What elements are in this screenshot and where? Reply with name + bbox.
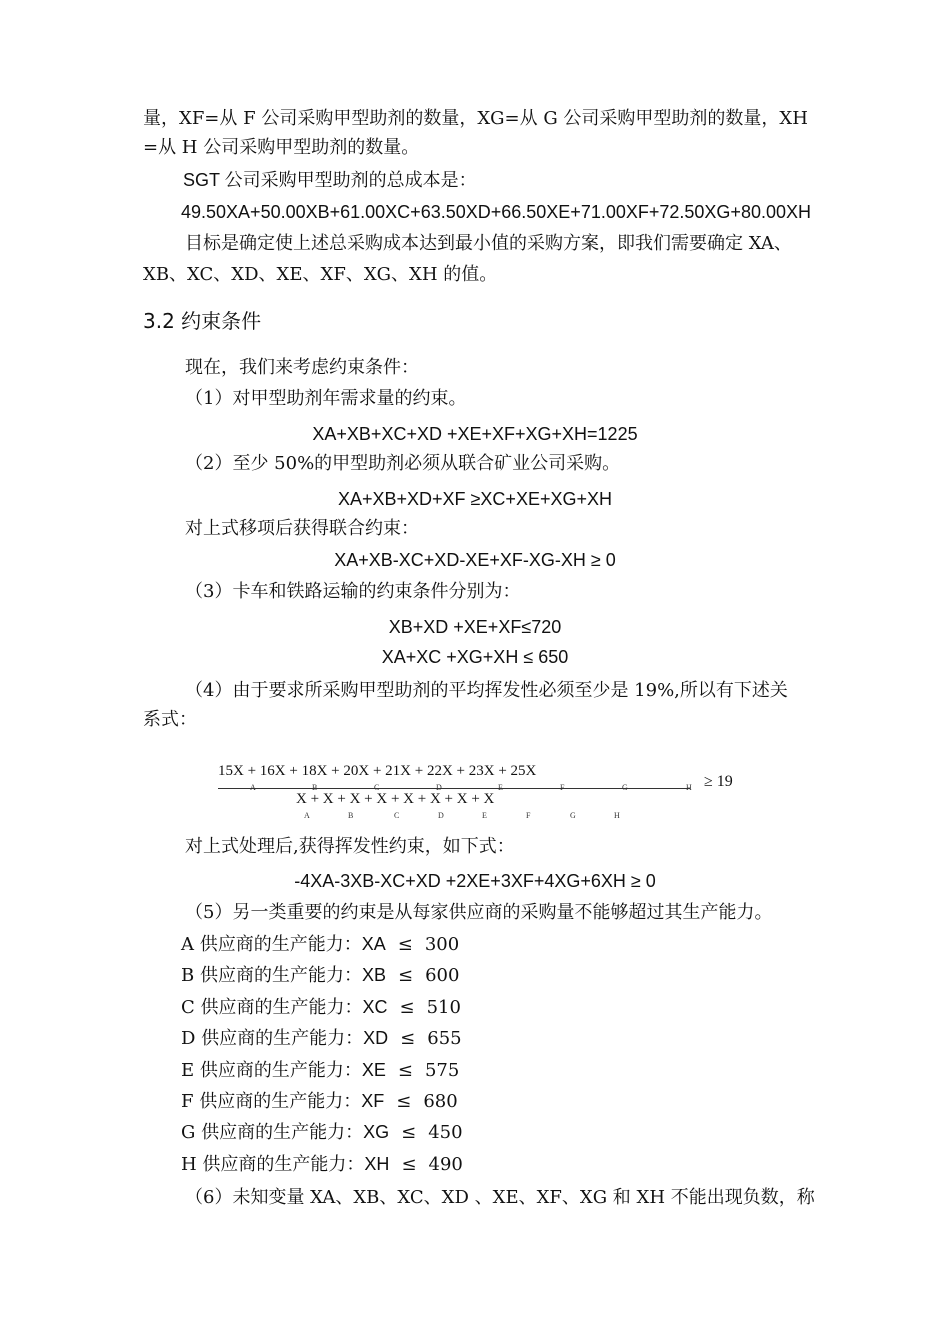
numerator-subscript: G [622,783,628,792]
capacity-operator: ≤ [400,1028,416,1050]
capacity-value: 600 [425,965,460,987]
capacity-label: D 供应商的生产能力： [181,1028,364,1050]
capacity-operator: ≤ [396,1091,412,1112]
capacity-variable: XF [361,1091,385,1111]
capacity-variable: XG [363,1122,390,1143]
capacity-operator: ≤ [399,996,415,1018]
paragraph-line: 现在，我们来考虑约束条件： [185,357,419,378]
capacity-label: E 供应商的生产能力： [181,1059,362,1081]
capacity-value: 490 [428,1153,463,1175]
capacity-value: 450 [428,1122,463,1144]
numerator-subscript: B [312,783,318,792]
numerator-subscript: A [250,783,256,792]
capacity-operator: ≤ [397,934,413,955]
capacity-label: C 供应商的生产能力： [181,996,363,1018]
capacity-operator: ≤ [397,1059,413,1081]
denominator-subscript: F [526,811,531,820]
equation-volatility: -4XA-3XB-XC+XD +2XE+3XF+4XG+6XH ≥ 0 [294,871,656,891]
paragraph-line: =从 H 公司采购甲型助剂的数量。 [143,137,420,158]
equation-truck: XB+XD +XE+XF≤720 [388,617,562,637]
capacity-label: F 供应商的生产能力： [181,1091,362,1112]
capacity-variable: XB [361,965,386,986]
paragraph-line: （4）由于要求所采购甲型助剂的平均挥发性必须至少是 19%,所以有下述关 [185,680,788,701]
fraction-denominator: X + X + X + X + X + X + X + X [296,791,495,807]
fraction-bar [218,788,690,789]
capacity-row [181,1056,459,1085]
capacity-row [181,1024,462,1053]
section-heading: 3.2 约束条件 [143,309,262,333]
denominator-subscript: C [394,811,400,820]
denominator-subscript: G [570,811,576,820]
cost-formula: 49.50XA+50.00XB+61.00XC+63.50XD+66.50XE+71.00XF+72.50XG+80.00XH [181,202,811,222]
numerator-subscript: H [686,783,692,792]
paragraph-line: （1）对甲型助剂年需求量的约束。 [185,388,467,409]
capacity-label: H 供应商的生产能力： [181,1153,365,1175]
paragraph-line: 量，XF=从 F 公司采购甲型助剂的数量，XG=从 G 公司采购甲型助剂的数量，XH [143,108,808,129]
paragraph-line: （6）未知变量 XA、XB、XC、XD 、XE、XF、XG 和 XH 不能出现负数，称 [185,1187,815,1208]
capacity-variable: XC [362,996,388,1017]
capacity-row [181,993,461,1022]
numerator-subscript: F [560,783,565,792]
paragraph-line: （2）至少 50%的甲型助剂必须从联合矿业公司采购。 [185,453,621,474]
numerator-subscript: E [498,783,503,792]
capacity-label: B 供应商的生产能力： [181,965,362,987]
paragraph-line: SGT 公司采购甲型助剂的总成本是： [183,170,477,190]
paragraph-line: XB、XC、XD、XE、XF、XG、XH 的值。 [143,264,498,285]
capacity-value: 510 [426,996,461,1018]
capacity-variable: XE [361,1059,386,1080]
capacity-operator: ≤ [401,1153,417,1175]
paragraph-line: 系式： [143,709,197,730]
capacity-label: A 供应商的生产能力： [181,934,362,955]
capacity-value: 575 [424,1059,460,1081]
equation-union-moved: XA+XB-XC+XD-XE+XF-XG-XH ≥ 0 [334,550,616,570]
denominator-subscript: E [482,811,487,820]
capacity-operator: ≤ [401,1122,417,1144]
denominator-subscript: H [614,811,620,820]
capacity-row [181,1087,458,1116]
capacity-value: 300 [424,934,460,955]
equation-union: XA+XB+XD+XF ≥XC+XE+XG+XH [337,489,612,509]
capacity-variable: XH [364,1153,390,1174]
equation-rail: XA+XC +XG+XH ≤ 650 [381,647,569,667]
capacity-row [181,1150,463,1179]
denominator-subscript: B [348,811,354,820]
capacity-label: G 供应商的生产能力： [181,1122,364,1144]
paragraph-line: 对上式移项后获得联合约束： [185,518,419,539]
paragraph-line: （5）另一类重要的约束是从每家供应商的采购量不能够超过其生产能力。 [185,902,773,923]
denominator-subscript: D [438,811,444,820]
denominator-subscript: A [304,811,310,820]
capacity-value: 655 [427,1028,462,1050]
fraction-numerator: 15X + 16X + 18X + 20X + 21X + 22X + 23X + 25X [218,763,537,779]
capacity-operator: ≤ [397,965,414,987]
capacity-row [181,961,459,990]
paragraph-line: （3）卡车和铁路运输的约束条件分别为： [185,581,521,602]
capacity-variable: XA [361,934,386,954]
paragraph-line: 对上式处理后,获得挥发性约束，如下式： [185,836,515,857]
numerator-subscript: D [436,783,442,792]
capacity-value: 680 [423,1091,458,1112]
paragraph-line: 目标是确定使上述总采购成本达到最小值的采购方案，即我们需要确定 XA、 [185,233,792,254]
capacity-variable: XD [363,1028,389,1049]
equation-demand: XA+XB+XC+XD +XE+XF+XG+XH=1225 [312,424,638,444]
capacity-row [181,1118,463,1147]
numerator-subscript: C [374,783,380,792]
capacity-row [181,930,459,959]
fraction-rhs: ≥ 19 [704,773,733,790]
